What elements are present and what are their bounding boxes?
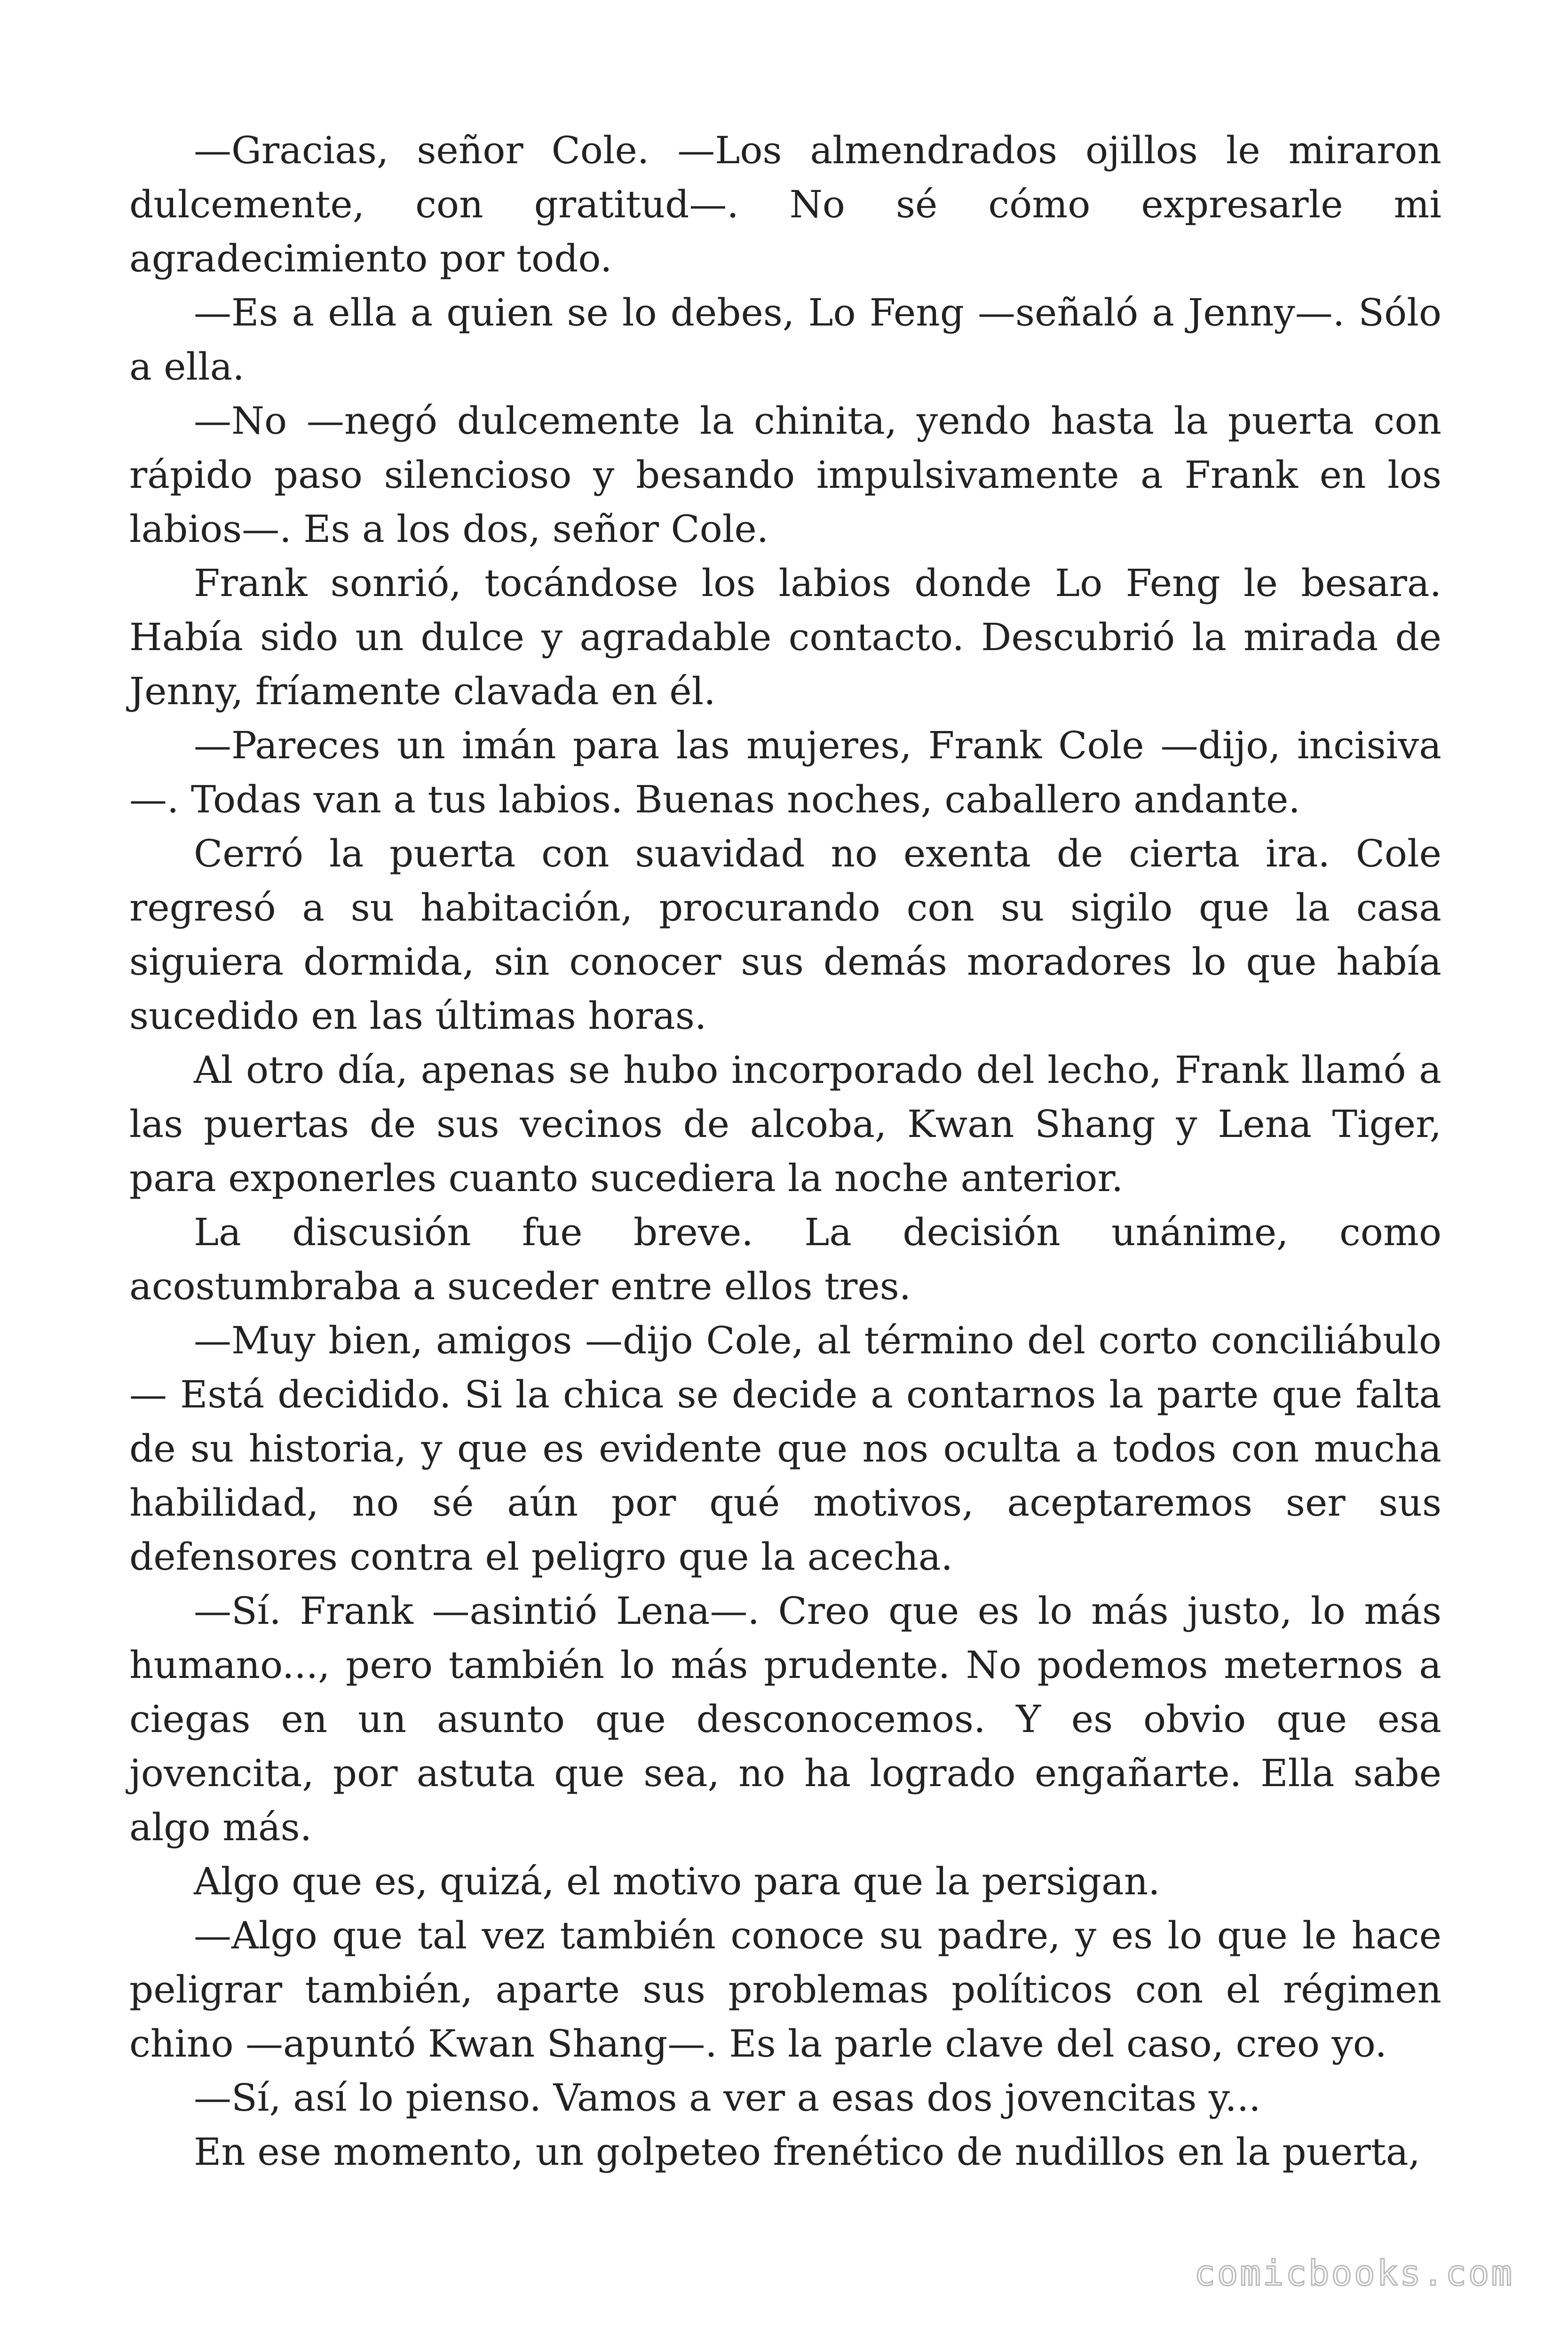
paragraph: Cerró la puerta con suavidad no exenta de cierta ira. Cole regresó a su habitación, procurando con su sigilo que la casa siguiera dormida, sin conocer sus demás moradores lo que había sucedido en las últimas horas. bbox=[129, 832, 1441, 1038]
paragraph: Algo que es, quizá, el motivo para que la persigan. bbox=[194, 1859, 1160, 1903]
paragraph: —Sí, así lo pienso. Vamos a ver a esas dos jovencitas y... bbox=[194, 2076, 1261, 2120]
paragraph: —No —negó dulcemente la chinita, yendo hasta la puerta con rápido paso silencioso y besando impulsivamente a Frank en los labios—. Es a los dos, señor Cole. bbox=[129, 399, 1441, 551]
paragraph: En ese momento, un golpeteo frenético de nudillos en la puerta, bbox=[194, 2130, 1420, 2174]
paragraph: Frank sonrió, tocándose los labios donde Lo Feng le besara. Había sido un dulce y agradable contacto. Descubrió la mirada de Jenny, fríamente clavada en él. bbox=[129, 561, 1441, 713]
paragraph: —Pareces un imán para las mujeres, Frank Cole —dijo, incisiva —. Todas van a tus labios. Buenas noches, caballero andante. bbox=[129, 723, 1441, 821]
paragraph: —Gracias, señor Cole. —Los almendrados ojillos le miraron dulcemente, con gratitud—. No sé cómo expresarle mi agradecimiento por todo. bbox=[129, 128, 1441, 280]
paragraph: —Muy bien, amigos —dijo Cole, al término del corto conciliábulo— Está decidido. Si la chica se decide a contarnos la parte que falta de su historia, y que es evidente que nos oculta a todos con mucha habilidad, no sé aún por qué motivos, aceptaremos ser sus defensores contra el peligro que la acecha. bbox=[129, 1319, 1441, 1579]
paragraph: —Algo que tal vez también conoce su padre, y es lo que le hace peligrar también, aparte sus problemas políticos con el régimen chino —apuntó Kwan Shang—. Es la parle clave del caso, creo yo. bbox=[129, 1914, 1441, 2066]
paragraph: La discusión fue breve. La decisión unánime, como acostumbraba a suceder entre ellos tres. bbox=[129, 1210, 1441, 1308]
paragraph: —Sí. Frank —asintió Lena—. Creo que es lo más justo, lo más humano..., pero también lo más prudente. No podemos meternos a ciegas en un asunto que desconocemos. Y es obvio que esa jovencita, por astuta que sea, no ha logrado engañarte. Ella sabe algo más. bbox=[129, 1589, 1441, 1849]
watermark: comicbooks.com bbox=[1194, 2253, 1514, 2294]
page-body bbox=[129, 123, 1441, 2179]
paragraph: —Es a ella a quien se lo debes, Lo Feng —señaló a Jenny—. Sólo a ella. bbox=[129, 291, 1441, 389]
paragraph: Al otro día, apenas se hubo incorporado del lecho, Frank llamó a las puertas de sus vecinos de alcoba, Kwan Shang y Lena Tiger, para exponerles cuanto sucediera la noche anterior. bbox=[129, 1048, 1441, 1200]
